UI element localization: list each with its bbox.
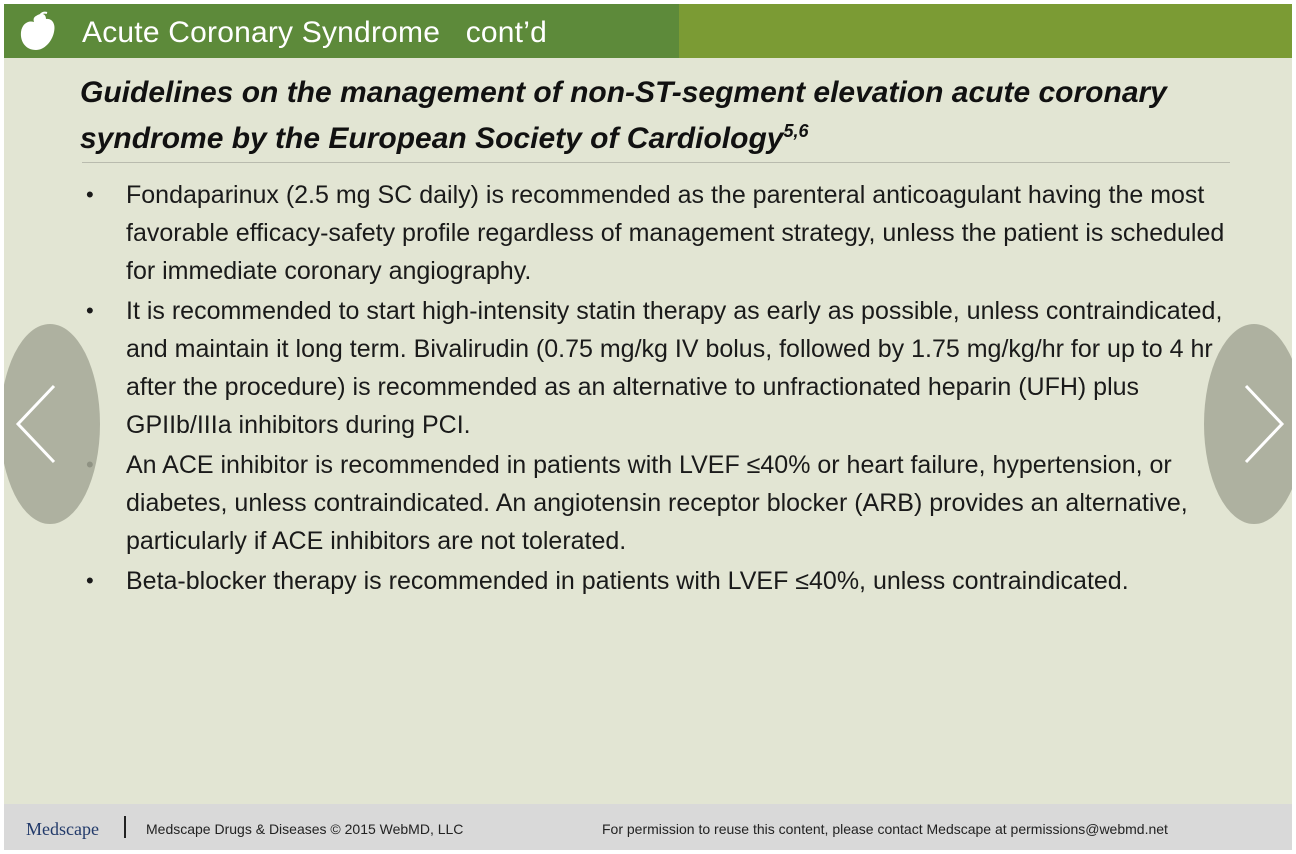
bullet-text: Beta-blocker therapy is recommended in patients with LVEF ≤40%, unless contraindicated. bbox=[126, 567, 1129, 595]
header-title: Acute Coronary Syndrome cont’d bbox=[82, 16, 547, 49]
slide-subtitle bbox=[80, 70, 1280, 162]
medscape-logo: Medscape bbox=[26, 819, 99, 839]
bullet-text: It is recommended to start high-intensity statin therapy as early as possible, unless contraindicated, and maintain it long term. Bivalirudin (0.75 mg/kg IV bolus, followed by 1.75 mg/kg/hr for up to 4 hr after the procedure) is recommended as an alternative to unfractionated heparin (UFH) plus GPIIb/IIIa inhibitors during PCI. bbox=[126, 297, 1223, 439]
chevron-left-icon bbox=[14, 382, 58, 466]
previous-slide-button[interactable] bbox=[4, 324, 100, 524]
footer-copyright: Medscape Drugs & Diseases © 2015 WebMD, LLC bbox=[146, 821, 464, 837]
chevron-right-icon bbox=[1242, 382, 1286, 466]
list-item bbox=[84, 446, 1234, 560]
subtitle-superscript: 5,6 bbox=[783, 121, 809, 141]
list-item bbox=[84, 292, 1234, 444]
footer-permission-notice: For permission to reuse this content, please contact Medscape at permissions@webmd.net bbox=[602, 821, 1168, 837]
footer-separator bbox=[124, 816, 126, 838]
subtitle-text: Guidelines on the management of non-ST-segment elevation acute coronary syndrome by the European Society of Cardiology bbox=[80, 76, 1167, 155]
list-item bbox=[84, 176, 1234, 290]
slide bbox=[4, 4, 1292, 804]
footer bbox=[4, 804, 1292, 850]
header-accent-bar bbox=[679, 4, 1292, 58]
bullet-dot: • bbox=[86, 298, 94, 323]
bullet-dot: • bbox=[86, 182, 94, 207]
heart-icon bbox=[16, 10, 60, 54]
bullet-dot: • bbox=[86, 568, 94, 593]
bullet-text: An ACE inhibitor is recommended in patients with LVEF ≤40% or heart failure, hypertension, or diabetes, unless contraindicated. An angiotensin receptor blocker (ARB) provides an alternative, particularly if ACE inhibitors are not tolerated. bbox=[126, 451, 1188, 555]
list-item bbox=[84, 562, 1234, 600]
divider bbox=[82, 162, 1230, 163]
bullet-text: Fondaparinux (2.5 mg SC daily) is recommended as the parenteral anticoagulant having the most favorable efficacy-safety profile regardless of management strategy, unless the patient is scheduled for immediate coronary angiography. bbox=[126, 181, 1225, 285]
bullet-list bbox=[84, 176, 1234, 602]
slide-header bbox=[4, 4, 1292, 58]
